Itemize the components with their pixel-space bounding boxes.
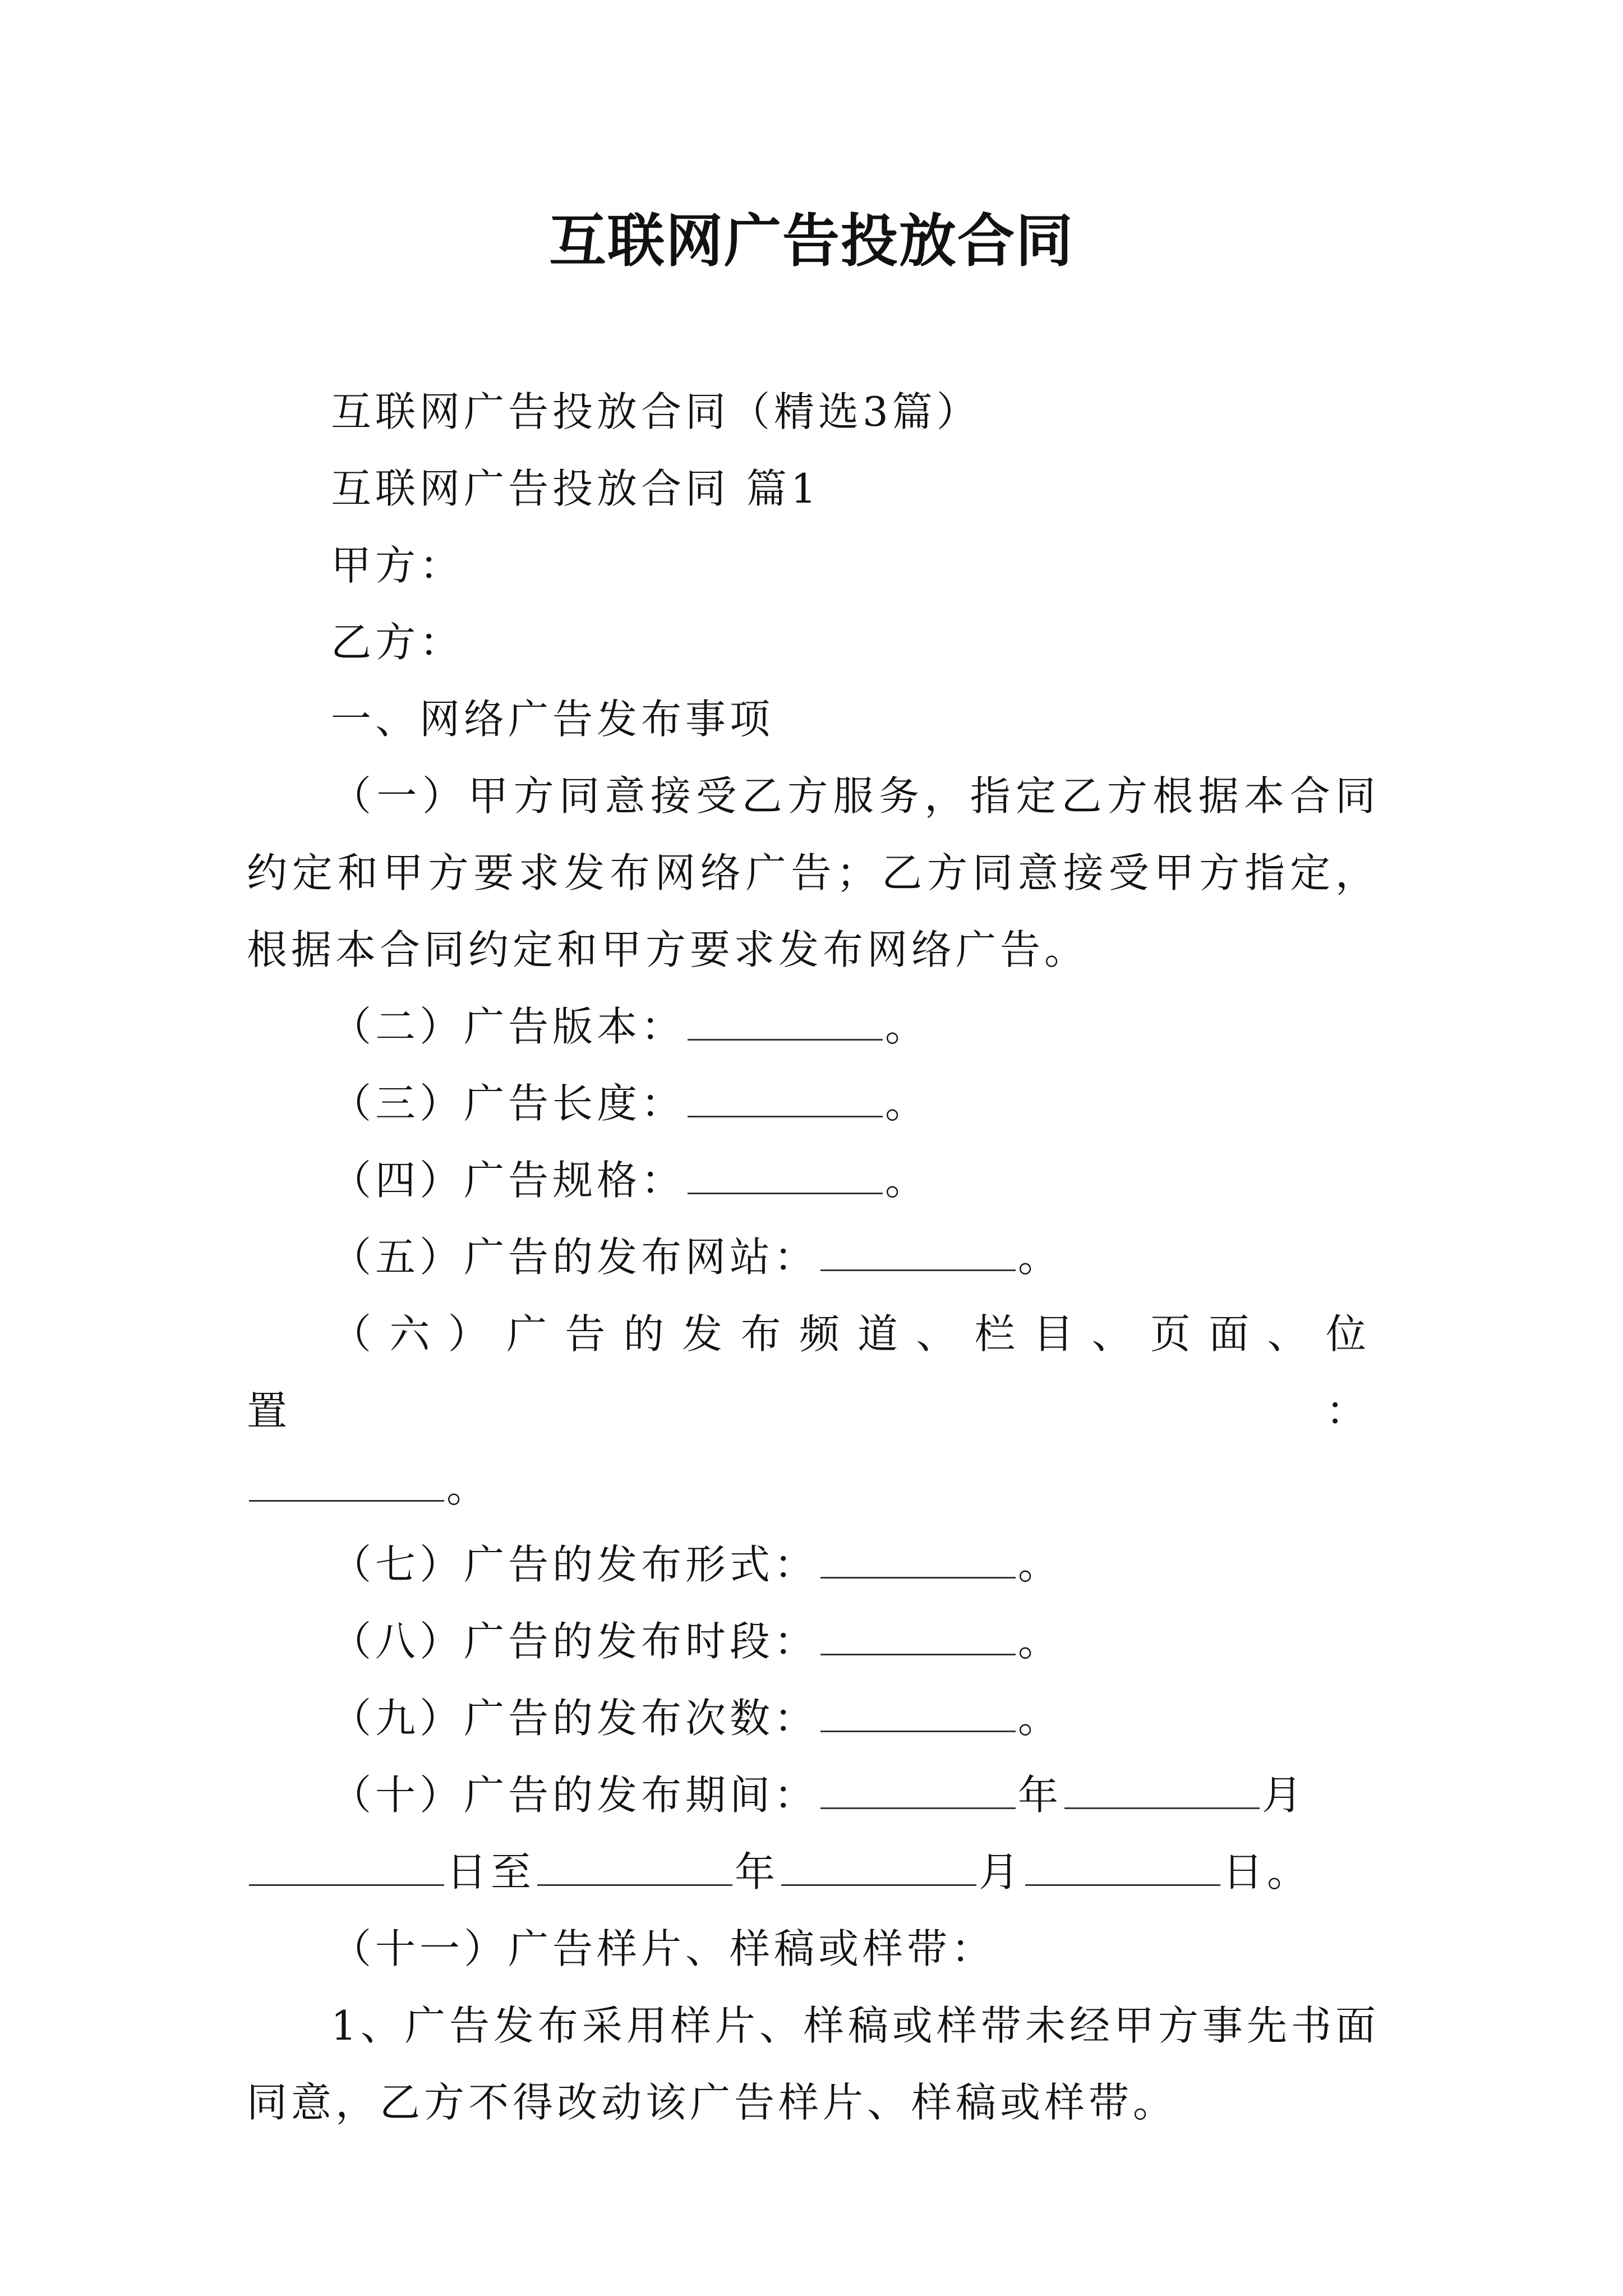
blank-line [688, 1085, 883, 1117]
day-unit: 日 [1223, 1848, 1267, 1895]
clause-label: （三）广告长度： [331, 1080, 686, 1127]
clause-2 [247, 988, 1380, 1065]
period-mark: 。 [446, 1464, 491, 1511]
clause-10 [247, 1757, 1380, 1834]
blank-line [781, 1854, 976, 1886]
blank-line [820, 1239, 1016, 1271]
clause-label: （二）广告版本： [331, 1003, 686, 1050]
document-title: 互联网广告投放合同 [549, 208, 1074, 275]
clause-label: （五）广告的发布网站： [331, 1234, 819, 1281]
party-b-line: 乙方： [331, 619, 464, 666]
part-heading: 互联网广告投放合同 篇1 [331, 465, 820, 512]
clause-label: （六）广告的发布频道、栏目、页面、位置： [247, 1310, 1380, 1434]
period-mark: 。 [1018, 1234, 1063, 1281]
blank-line [688, 1009, 883, 1041]
clause-6 [247, 1296, 1380, 1450]
clause-8 [247, 1603, 1380, 1680]
clause-4 [247, 1142, 1380, 1219]
period-mark: 。 [885, 1003, 930, 1050]
blank-line [820, 1700, 1016, 1732]
clause-label: （八）广告的发布时段： [331, 1618, 819, 1665]
clause-1: （一）甲方同意接受乙方服务，指定乙方根据本合同约定和甲方要求发布网络广告；乙方同意接受甲方指定，根据本合同约定和甲方要求发布网络广告。 [247, 772, 1380, 973]
blank-line [820, 1777, 1016, 1809]
period-mark: 。 [1018, 1541, 1063, 1588]
clause-10-continuation [247, 1834, 1380, 1911]
blank-line [249, 1470, 444, 1502]
clause-7 [247, 1526, 1380, 1603]
blank-line [1064, 1777, 1260, 1809]
clause-11: （十一）广告样片、样稿或样带： [331, 1925, 996, 1972]
month-unit: 月 [1262, 1772, 1307, 1819]
blank-line [537, 1854, 732, 1886]
clause-label: （四）广告规格： [331, 1157, 686, 1204]
blank-line [820, 1547, 1016, 1579]
clause-11-item-1: 1、广告发布采用样片、样稿或样带未经甲方事先书面同意，乙方不得改动该广告样片、样稿或样带。 [247, 2002, 1380, 2126]
period-mark: 。 [1018, 1695, 1063, 1742]
document-body [247, 374, 1380, 2141]
clause-label: （七）广告的发布形式： [331, 1541, 819, 1588]
day-to-unit: 日至 [446, 1848, 536, 1895]
year-unit: 年 [735, 1848, 780, 1895]
year-unit: 年 [1018, 1772, 1063, 1819]
clause-label: （九）广告的发布次数： [331, 1695, 819, 1742]
blank-line [820, 1623, 1016, 1655]
clause-label: （十）广告的发布期间： [331, 1772, 819, 1819]
period-mark: 。 [1267, 1848, 1312, 1895]
clause-5 [247, 1219, 1380, 1296]
blank-line [688, 1162, 883, 1194]
period-mark: 。 [885, 1157, 930, 1204]
period-mark: 。 [885, 1080, 930, 1127]
clause-6-continuation [247, 1450, 1380, 1526]
month-unit: 月 [979, 1848, 1023, 1895]
period-mark: 。 [1018, 1618, 1063, 1665]
blank-line [249, 1854, 444, 1886]
party-a-line: 甲方： [331, 542, 464, 589]
clause-9 [247, 1680, 1380, 1757]
blank-line [1025, 1854, 1220, 1886]
subtitle: 互联网广告投放合同（精选3篇） [331, 388, 981, 435]
section-heading: 一、网络广告发布事项 [331, 696, 774, 743]
clause-3 [247, 1065, 1380, 1142]
